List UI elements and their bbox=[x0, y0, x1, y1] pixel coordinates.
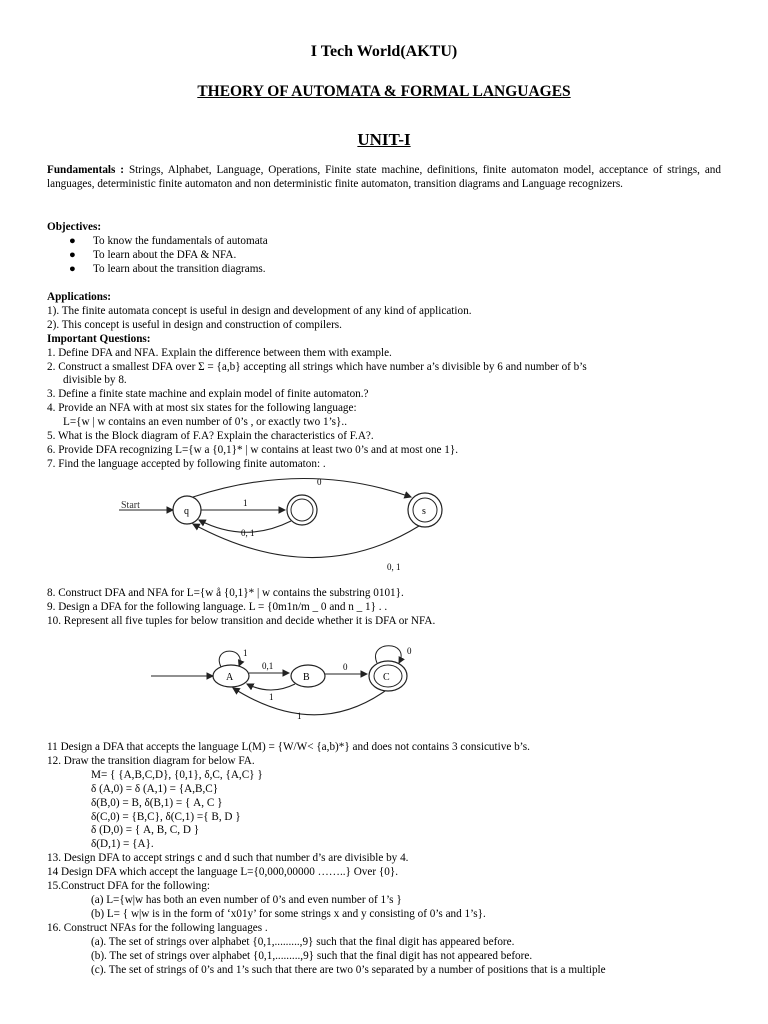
edge-s-q-bottom bbox=[193, 524, 419, 558]
svg-text:B: B bbox=[303, 672, 310, 683]
fa-definition-line: M= { {A,B,C,D}, {0,1}, δ,C, {A,C} } bbox=[91, 768, 263, 781]
subject-title: THEORY OF AUTOMATA & FORMAL LANGUAGES bbox=[197, 83, 571, 100]
edge-q-s-top bbox=[193, 479, 411, 498]
svg-text:0,1: 0,1 bbox=[262, 661, 274, 671]
question-item: 9. Design a DFA for the following language. L = {0m1n/m _ 0 and n _ 1} . . bbox=[47, 600, 388, 613]
question-subitem: (a) L={w|w has both an even number of 0’s and even number of 1’s } bbox=[91, 893, 402, 906]
fa-definition-line: δ(B,0) = B, δ(B,1) = { A, C } bbox=[91, 796, 223, 809]
question-item: 16. Construct NFAs for the following languages . bbox=[47, 921, 268, 934]
question-item: 2. Construct a smallest DFA over Σ = {a,b} accepting all strings which have number a’s divisible by 6 and number of b’s bbox=[47, 360, 587, 373]
question-item: 3. Define a finite state machine and explain model of finite automaton.? bbox=[47, 388, 369, 401]
edge-mid-label: 1 bbox=[243, 498, 248, 508]
bullet-icon: ● bbox=[69, 248, 76, 261]
question-item: 11 Design a DFA that accepts the language L(M) = {W/W< {a,b)*} and does not contains 3 consicutive b’s. bbox=[47, 741, 530, 753]
questions-group-3 bbox=[47, 741, 721, 977]
question-subitem: (b) L= { w|w is in the form of ‘x01y’ for some strings x and y consisting of 0’s and 1’s}. bbox=[91, 907, 486, 920]
fa-definition-line: δ(C,0) = {B,C}, δ(C,1) ={ B, D } bbox=[91, 810, 241, 823]
svg-text:0: 0 bbox=[343, 662, 348, 672]
question-item: 14 Design DFA which accept the language L={0,000,00000 ……..} Over {0}. bbox=[47, 866, 399, 879]
edge-bottom-label: 0, 1 bbox=[387, 562, 401, 572]
edge-c-a bbox=[233, 688, 385, 715]
unit-title: UNIT-I bbox=[357, 130, 411, 149]
application-item: 2). This concept is useful in design and construction of compilers. bbox=[47, 318, 342, 331]
bullet-icon: ● bbox=[69, 262, 76, 275]
edge-top-label: 0 bbox=[317, 477, 322, 487]
question-item: 13. Design DFA to accept strings c and d such that number d’s are divisible by 4. bbox=[47, 852, 409, 865]
edge-b-a bbox=[247, 684, 295, 690]
question-item: L={w | w contains an even number of 0’s , or exactly two 1’s}.. bbox=[63, 416, 347, 429]
question-item: 15.Construct DFA for the following: bbox=[47, 880, 210, 893]
objectives-label: Objectives: bbox=[47, 221, 102, 233]
objective-item: ● To learn about the DFA & NFA. bbox=[69, 248, 237, 261]
svg-text:C: C bbox=[383, 672, 390, 683]
question-item: divisible by 8. bbox=[63, 374, 127, 387]
svg-text:0: 0 bbox=[407, 646, 412, 656]
questions-group-2 bbox=[47, 587, 721, 629]
fa-definition-line: δ (A,0) = δ (A,1) = {A,B,C} bbox=[91, 782, 219, 795]
question-item: 8. Construct DFA and NFA for L={w å {0,1}* | w contains the substring 0101}. bbox=[47, 587, 404, 599]
applications-label: Applications: bbox=[47, 291, 112, 303]
question-item: 7. Find the language accepted by following finite automaton: . bbox=[47, 457, 326, 470]
question-subitem: (b). The set of strings over alphabet {0,1,.........,9} such that the final digit has not appeared before. bbox=[91, 949, 533, 962]
question-item: 10. Represent all five tuples for below transition and decide whether it is DFA or NFA. bbox=[47, 614, 436, 627]
fundamentals-text: Strings, Alphabet, Language, Operations, Finite state machine, definitions, finite automaton model, acceptance of strings, and languages, deterministic finite automaton and non deterministic finite automaton, transition diagrams and Language recognizers. bbox=[47, 164, 721, 190]
automaton-diagram-2 bbox=[145, 642, 445, 724]
svg-text:1: 1 bbox=[243, 648, 248, 658]
application-item: 1). The finite automata concept is useful in design and development of any kind of application. bbox=[47, 304, 472, 317]
question-item: 6. Provide DFA recognizing L={w a {0,1}* | w contains at least two 0’s and at most one 1}. bbox=[47, 443, 459, 456]
start-label: Start bbox=[121, 500, 140, 511]
svg-text:s: s bbox=[422, 506, 426, 517]
fa-definition-line: δ(D,1) = {A}. bbox=[91, 838, 154, 851]
question-item: 4. Provide an NFA with at most six states for the following language: bbox=[47, 402, 357, 415]
applications-section bbox=[47, 291, 721, 472]
objective-item: ● To know the fundamentals of automata bbox=[69, 234, 268, 247]
objective-item: ● To learn about the transition diagrams. bbox=[69, 262, 266, 275]
automaton-diagram-1 bbox=[115, 472, 495, 576]
svg-text:1: 1 bbox=[269, 692, 274, 702]
svg-text:A: A bbox=[226, 672, 234, 683]
site-title: I Tech World(AKTU) bbox=[310, 43, 458, 60]
svg-text:q: q bbox=[184, 506, 189, 517]
question-subitem: (c). The set of strings of 0’s and 1’s such that there are two 0’s separated by a number of positions that is a multiple bbox=[91, 963, 606, 976]
objectives-section bbox=[47, 221, 721, 277]
question-item: 12. Draw the transition diagram for below FA. bbox=[47, 754, 255, 767]
question-subitem: (a). The set of strings over alphabet {0,1,.........,9} such that the final digit has appeared before. bbox=[91, 935, 515, 948]
edge-back-label: 0, 1 bbox=[241, 528, 255, 538]
fundamentals-paragraph bbox=[47, 164, 721, 192]
svg-text:1: 1 bbox=[297, 711, 302, 721]
question-item: 5. What is the Block diagram of F.A? Explain the characteristics of F.A?. bbox=[47, 430, 374, 443]
fa-definition-line: δ (D,0) = { A, B, C, D } bbox=[91, 824, 200, 837]
fundamentals-label: Fundamentals : bbox=[47, 164, 125, 176]
question-item: 1. Define DFA and NFA. Explain the difference between them with example. bbox=[47, 346, 392, 359]
questions-label: Important Questions: bbox=[47, 332, 151, 345]
bullet-icon: ● bbox=[69, 234, 76, 247]
